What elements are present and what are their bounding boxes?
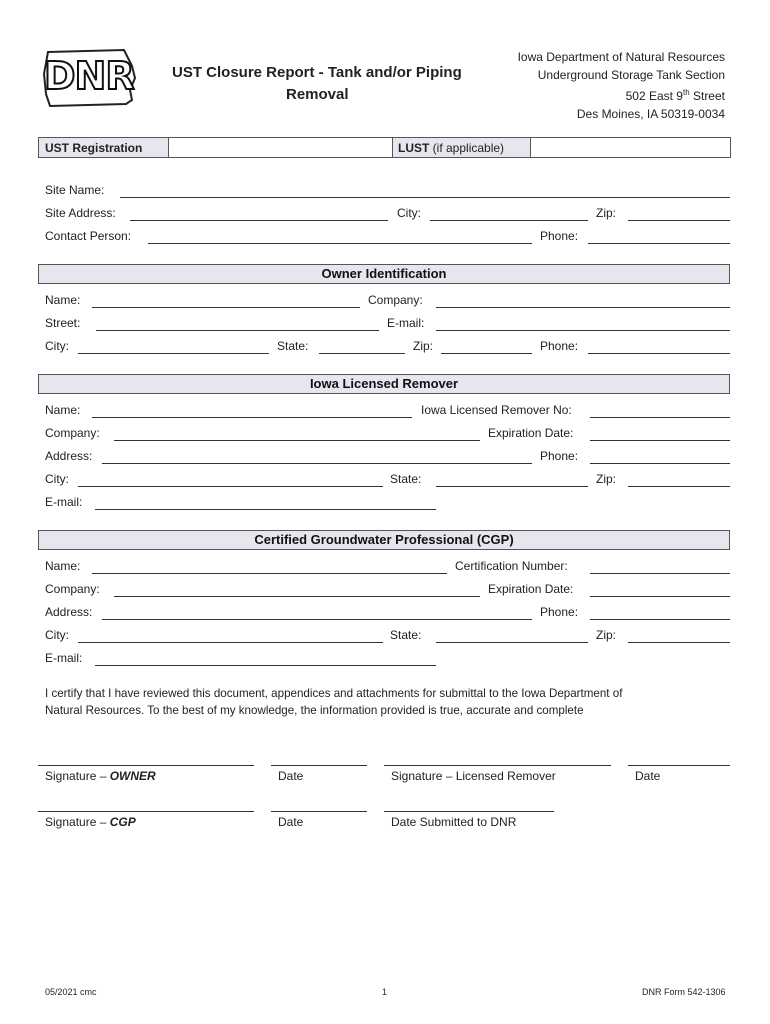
owner-phone-field[interactable] [588,353,730,354]
date-submitted-line[interactable] [384,811,554,812]
cgp-date-label: Date [278,815,304,829]
owner-role: OWNER [109,769,156,783]
footer-revision: 05/2021 cmc [45,987,97,997]
cgp-date-line[interactable] [271,811,367,812]
cgp-cert-field[interactable] [590,573,730,574]
cgp-zip-label: Zip: [596,628,617,642]
site-address-field[interactable] [130,220,388,221]
owner-city-label: City: [45,339,69,353]
remover-date-line[interactable] [628,765,730,766]
site-name-field[interactable] [120,197,730,198]
footer-page-number: 1 [382,987,388,997]
form-title-line-1: UST Closure Report - Tank and/or Piping [172,64,462,81]
remover-signature-label: Signature – Licensed Remover [391,769,556,783]
cgp-state-field[interactable] [436,642,588,643]
contact-phone-field[interactable] [588,243,730,244]
owner-name-label: Name: [45,293,81,307]
remover-section-heading: Iowa Licensed Remover [38,374,730,394]
logo-text: DNR [44,54,134,98]
cgp-signature-line[interactable] [38,811,254,812]
remover-name-field[interactable] [92,417,412,418]
form-title-line-2: Removal [286,86,349,103]
owner-company-label: Company: [368,293,423,307]
remover-expiration-label: Expiration Date: [488,426,574,440]
remover-expiration-field[interactable] [590,440,730,441]
owner-city-field[interactable] [78,353,269,354]
cgp-city-label: City: [45,628,69,642]
remover-company-field[interactable] [114,440,480,441]
lust-label: LUST [398,141,430,155]
dnr-logo [40,44,140,110]
cgp-name-label: Name: [45,559,81,573]
remover-phone-field[interactable] [590,463,730,464]
owner-phone-label: Phone: [540,339,579,353]
remover-address-label: Address: [45,449,93,463]
agency-name: Iowa Department of Natural Resources [517,50,725,64]
owner-company-field[interactable] [436,307,730,308]
cgp-company-field[interactable] [114,596,480,597]
cgp-name-field[interactable] [92,573,447,574]
cgp-address-field[interactable] [102,619,532,620]
remover-email-field[interactable] [95,509,436,510]
site-city-label: City: [397,206,421,220]
remover-date-label: Date [635,769,661,783]
owner-signature-label: Signature – OWNER [45,769,156,783]
remover-address-field[interactable] [102,463,532,464]
agency-section: Underground Storage Tank Section [537,68,725,82]
cgp-zip-field[interactable] [628,642,730,643]
cgp-section-heading: Certified Groundwater Professional (CGP) [38,530,730,550]
ust-registration-label: UST Registration [45,141,143,155]
certification-line-2: Natural Resources. To the best of my knowledge, the information provided is true, accurate and complete [45,704,584,717]
owner-name-field[interactable] [92,307,360,308]
cgp-role: CGP [109,815,136,829]
site-address-label: Site Address: [45,206,116,220]
owner-email-label: E-mail: [387,316,425,330]
agency-city: Des Moines, IA 50319-0034 [576,107,725,121]
remover-name-label: Name: [45,403,81,417]
footer-form-number: DNR Form 542-1306 [642,987,726,997]
ust-registration-label-cell [38,137,169,158]
remover-license-field[interactable] [590,417,730,418]
owner-zip-label: Zip: [413,339,434,353]
cgp-state-label: State: [390,628,422,642]
lust-label-cell [392,137,531,158]
agency-street: 502 East 9th Street [625,88,725,103]
contact-person-label: Contact Person: [45,229,132,243]
lust-input[interactable] [530,137,731,158]
remover-state-label: State: [390,472,422,486]
remover-phone-label: Phone: [540,449,579,463]
date-submitted-label: Date Submitted to DNR [391,815,517,829]
cgp-email-field[interactable] [95,665,436,666]
owner-zip-field[interactable] [441,353,532,354]
contact-phone-label: Phone: [540,229,579,243]
owner-date-label: Date [278,769,304,783]
cgp-company-label: Company: [45,582,100,596]
agency-address [518,48,725,123]
remover-city-field[interactable] [78,486,383,487]
remover-zip-label: Zip: [596,472,617,486]
owner-signature-line[interactable] [38,765,254,766]
cgp-phone-label: Phone: [540,605,579,619]
site-name-label: Site Name: [45,183,105,197]
remover-zip-field[interactable] [628,486,730,487]
remover-signature-line[interactable] [384,765,611,766]
owner-street-field[interactable] [96,330,379,331]
contact-person-field[interactable] [148,243,532,244]
lust-note: (if applicable) [429,141,505,155]
cgp-expiration-field[interactable] [590,596,730,597]
certification-line-1: I certify that I have reviewed this document, appendices and attachments for submittal to the Iowa Department of [45,687,623,700]
owner-street-label: Street: [45,316,81,330]
cgp-address-label: Address: [45,605,93,619]
cgp-expiration-label: Expiration Date: [488,582,574,596]
owner-email-field[interactable] [436,330,730,331]
owner-state-field[interactable] [319,353,405,354]
owner-state-label: State: [277,339,309,353]
cgp-cert-label: Certification Number: [455,559,568,573]
remover-city-label: City: [45,472,69,486]
cgp-city-field[interactable] [78,642,383,643]
cgp-email-label: E-mail: [45,651,83,665]
remover-state-field[interactable] [436,486,588,487]
cgp-signature-label: Signature – CGP [45,815,136,829]
owner-section-heading: Owner Identification [38,264,730,284]
site-city-field[interactable] [430,220,588,221]
remover-license-label: Iowa Licensed Remover No: [421,403,572,417]
remover-company-label: Company: [45,426,100,440]
site-zip-field[interactable] [628,220,730,221]
ust-registration-input[interactable] [168,137,393,158]
owner-date-line[interactable] [271,765,367,766]
site-zip-label: Zip: [596,206,617,220]
cgp-phone-field[interactable] [590,619,730,620]
remover-email-label: E-mail: [45,495,83,509]
